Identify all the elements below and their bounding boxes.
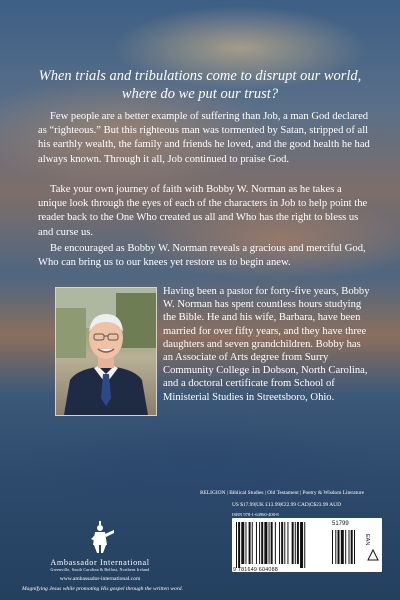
price-barcode-bar	[354, 530, 355, 564]
barcode-bar	[269, 522, 270, 564]
tagline-line-1: When trials and tribulations come to disrupt our world,	[38, 68, 362, 84]
barcode-bar	[259, 522, 260, 564]
barcode-area	[232, 518, 382, 572]
blurb-paragraph-3: Be encouraged as Bobby W. Norman reveals a gracious and merciful God, Who can bring us to our knees yet restore us to begin anew.	[38, 243, 366, 269]
barcode-bar	[256, 522, 257, 564]
barcode-bar	[281, 522, 283, 564]
barcode-bar	[295, 522, 296, 564]
barcode-bar	[245, 522, 246, 564]
isbn-label: ISBN 978-1-64960-408-8	[232, 512, 279, 517]
barcode-bar	[241, 522, 244, 564]
publisher-motto: Magnifying Jesus while promoting His gospel through the written word.	[22, 586, 183, 592]
barcode-bar	[252, 522, 253, 564]
isbn-digits: 9 781649 604088	[233, 567, 278, 573]
barcode-bar	[236, 522, 237, 568]
author-portrait-illustration	[56, 288, 156, 415]
barcode-bar	[261, 522, 263, 564]
price-barcode-bar	[332, 530, 333, 564]
barcode-bar	[304, 522, 305, 568]
tagline	[30, 67, 370, 103]
category-line: RELIGION | Biblical Studies | Old Testament | Poetry & Wisdom Literature	[200, 490, 364, 496]
barcode-bar	[238, 522, 240, 568]
price-barcode-bar	[345, 530, 346, 564]
blurb-paragraph-2: Take your own journey of faith with Bobby W. Norman as he takes a unique look through the eyes of each of the characters in Job to help point the reader back to the One Who created us all and Who has the right to bless us and curse us.	[38, 184, 368, 238]
blurb-paragraph-1: Few people are a better example of suffering than Job, a man God declared as “righteous.” But this righteous man was tormented by Satan, stripped of all his earthly wealth, the family and friends he loved, and the good health he had always known. Through it all, Job continued to praise God.	[38, 111, 370, 165]
price-barcode-bar	[335, 530, 336, 564]
barcode-bar	[275, 522, 276, 564]
barcode-bar	[271, 522, 273, 564]
publisher-herald-logo-icon	[85, 519, 115, 555]
barcode-price-code: 51799	[332, 521, 349, 527]
price-barcode-bar	[349, 530, 350, 564]
barcode-bar	[297, 522, 299, 564]
barcode-bar	[300, 522, 303, 568]
barcode-bar	[292, 522, 294, 564]
author-bio: Having been a pastor for forty-five years, Bobby W. Norman has spent countless hours studying the Bible. He and his wife, Barbara, have been married for over fifty years, and they have three daughters and seven grandchildren. Bobby has an Associate of Arts degree from Surry Community College in Dobson, North Carolina, and a doctoral certificate from School of Ministerial Studies in Streetsboro, Ohio.	[163, 286, 370, 403]
tagline-line-2: where do we put our trust?	[121, 86, 279, 102]
publisher-address: Greenville, South Carolina & Belfast, Northern Ireland	[50, 567, 150, 572]
barcode-bar	[249, 522, 251, 564]
barcode	[232, 518, 382, 572]
author-photo	[55, 287, 157, 416]
barcode-bar	[279, 522, 280, 564]
ean-triangle-icon	[368, 550, 378, 560]
barcode-bar	[287, 522, 288, 564]
barcode-bar	[284, 522, 285, 564]
price-barcode-bar	[341, 530, 344, 564]
ean-label: EAN	[364, 534, 370, 546]
publisher-logo	[20, 519, 180, 560]
price-line: US $17.99|UK £13.99|€22.99 CAD|C$23.99 AUD	[232, 502, 341, 508]
price-barcode-bar	[338, 530, 340, 564]
publisher-name: Ambassador International	[50, 558, 150, 567]
publisher-url[interactable]: www.ambassador-international.com	[59, 576, 141, 582]
price-barcode-bar	[351, 530, 353, 564]
barcode-bar	[264, 522, 267, 564]
